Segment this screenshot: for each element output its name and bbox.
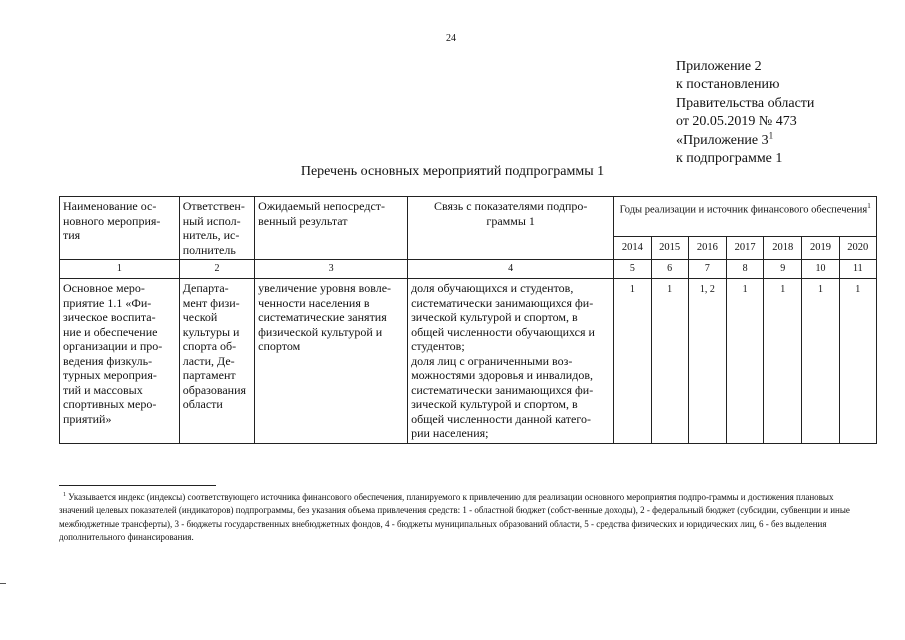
footnote-text: Указывается индекс (индексы) соответствующего источника финансового обеспечения, планируемого к привлечению для реализации основного мероприятия подпро-граммы и достижения плановых значений целевых показателей (индикаторов) подпрограммы, без указания объема привлечения средств: 1 - областной бюджет (собст-венные доходы), 2 - федеральный бюджет (субсидии, субвенции и иные межбюджетные трансферты), 3 - бюджеты государственных внебюджетных фондов, 4 - бюджеты муниципальных образований области, 5 - средства физических и юридических лиц, 6 - без выделения дополнительного финансирования. (59, 492, 850, 543)
appendix-line: Приложение 2 (676, 59, 762, 74)
column-number: 5 (614, 260, 651, 279)
appendix-block (676, 58, 814, 168)
header-name: Наименование ос- новного мероприя- тия (60, 197, 180, 260)
column-number: 8 (726, 260, 763, 279)
appendix-line: Правительства области (676, 95, 815, 111)
appendix-line: к подпрограмме 1 (676, 151, 783, 167)
header-footnote-mark: 1 (867, 202, 871, 210)
year-cell: 2016 (688, 237, 726, 260)
funding-value: 1, 2 (688, 279, 726, 444)
activity-link: доля обучающихся и студентов, систематически занимающихся фи- зической культурой и спортом, в общей численности обучающихся и студентов; доля лиц с ограниченными воз- можностями здоровья и инвалидов, систематически занимающихся фи- зической культурой и спортом, в общей численности данной катего- рии населения; (408, 279, 614, 444)
year-cell: 2020 (839, 237, 876, 260)
year-cell: 2019 (802, 237, 839, 260)
document-title: Перечень основных мероприятий подпрограммы 1 (300, 164, 605, 179)
header-years-group (614, 197, 877, 237)
column-number: 6 (651, 260, 688, 279)
funding-value: 1 (839, 279, 876, 444)
activity-result: увеличение уровня вовле- ченности населения в систематические занятия физической культурой и спортом (255, 279, 408, 444)
appendix-line: к постановлению (676, 77, 780, 93)
header-result: Ожидаемый непосредст- венный результат (255, 197, 408, 260)
funding-value: 1 (802, 279, 839, 444)
table-row (60, 279, 877, 444)
activities-table (59, 196, 877, 444)
funding-value: 1 (726, 279, 763, 444)
footnote-mark: 1 (63, 492, 66, 498)
footnote (59, 489, 859, 545)
funding-value: 1 (651, 279, 688, 444)
column-number: 7 (688, 260, 726, 279)
header-responsible: Ответствен- ный испол- нитель, ис- полнитель (179, 197, 254, 260)
margin-mark (0, 583, 6, 584)
year-cell: 2017 (726, 237, 763, 260)
appendix-line: от 20.05.2019 № 473 (676, 114, 797, 130)
appendix-line (676, 129, 814, 150)
table-header-row (60, 197, 877, 237)
footnote-divider (59, 485, 216, 486)
column-number: 2 (179, 260, 254, 279)
column-number-row (60, 260, 877, 279)
year-cell: 2014 (614, 237, 651, 260)
funding-value: 1 (614, 279, 651, 444)
year-cell: 2015 (651, 237, 688, 260)
appendix-footnote-mark: 1 (768, 129, 774, 140)
header-years-group-text: Годы реализации и источник финансового обеспечения (619, 204, 868, 216)
activity-responsible: Департа- мент физи- ческой культуры и спорта об- ласти, Де- партамент образования области (179, 279, 254, 444)
appendix-line-text: «Приложение 3 (676, 132, 769, 148)
year-cell: 2018 (764, 237, 802, 260)
column-number: 9 (764, 260, 802, 279)
page-number: 24 (446, 33, 456, 44)
funding-value: 1 (764, 279, 802, 444)
column-number: 4 (408, 260, 614, 279)
column-number: 10 (802, 260, 839, 279)
column-number: 3 (255, 260, 408, 279)
column-number: 11 (839, 260, 876, 279)
header-link: Связь с показателями подпро- граммы 1 (408, 197, 614, 260)
activity-name: Основное меро- приятие 1.1 «Фи- зическое воспита- ние и обеспечение организации и про- ведения физкуль- турных мероприя- тий и массовых спортивных меро- приятий» (60, 279, 180, 444)
column-number: 1 (60, 260, 180, 279)
